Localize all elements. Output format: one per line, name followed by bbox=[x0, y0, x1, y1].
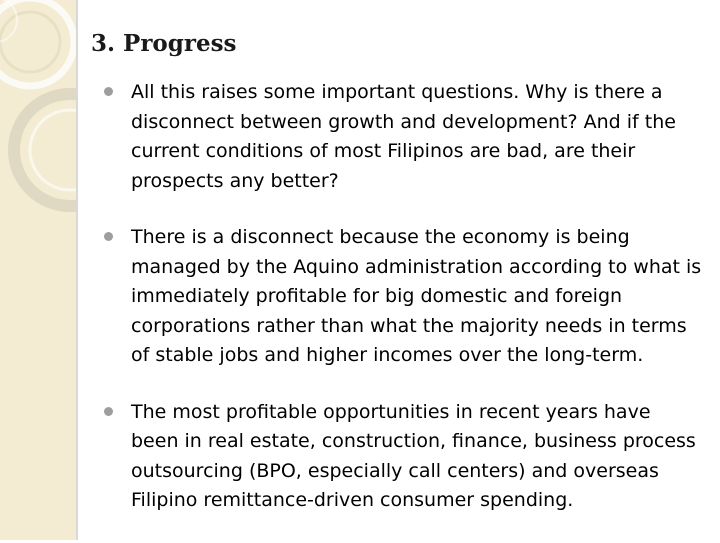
sidebar-divider bbox=[76, 0, 78, 540]
slide-title: 3. Progress bbox=[91, 30, 237, 57]
bullet-dot-icon bbox=[104, 87, 113, 96]
bullet-dot-icon bbox=[104, 407, 113, 416]
bullet-item bbox=[104, 223, 704, 371]
bullet-text: All this raises some important questions. Why is there a disconnect between growth and development? And if the current conditions of most Filipinos are bad, are their prospects any better? bbox=[131, 81, 676, 192]
decorative-sidebar bbox=[0, 0, 76, 540]
decorative-circles bbox=[0, 0, 76, 540]
bullet-item bbox=[104, 78, 704, 196]
bullet-text: There is a disconnect because the economy is being managed by the Aquino administration according to what is immediately profitable for big domestic and foreign corporations rather than what the majority needs in terms of stable jobs and higher incomes over the long-term. bbox=[131, 226, 702, 366]
bullet-dot-icon bbox=[104, 232, 113, 241]
bullet-list bbox=[104, 78, 704, 543]
bullet-text: The most profitable opportunities in recent years have been in real estate, construction, finance, business process outsourcing (BPO, especially call centers) and overseas Filipino remittance-driven consumer spending. bbox=[131, 400, 696, 511]
bullet-item bbox=[104, 398, 704, 516]
